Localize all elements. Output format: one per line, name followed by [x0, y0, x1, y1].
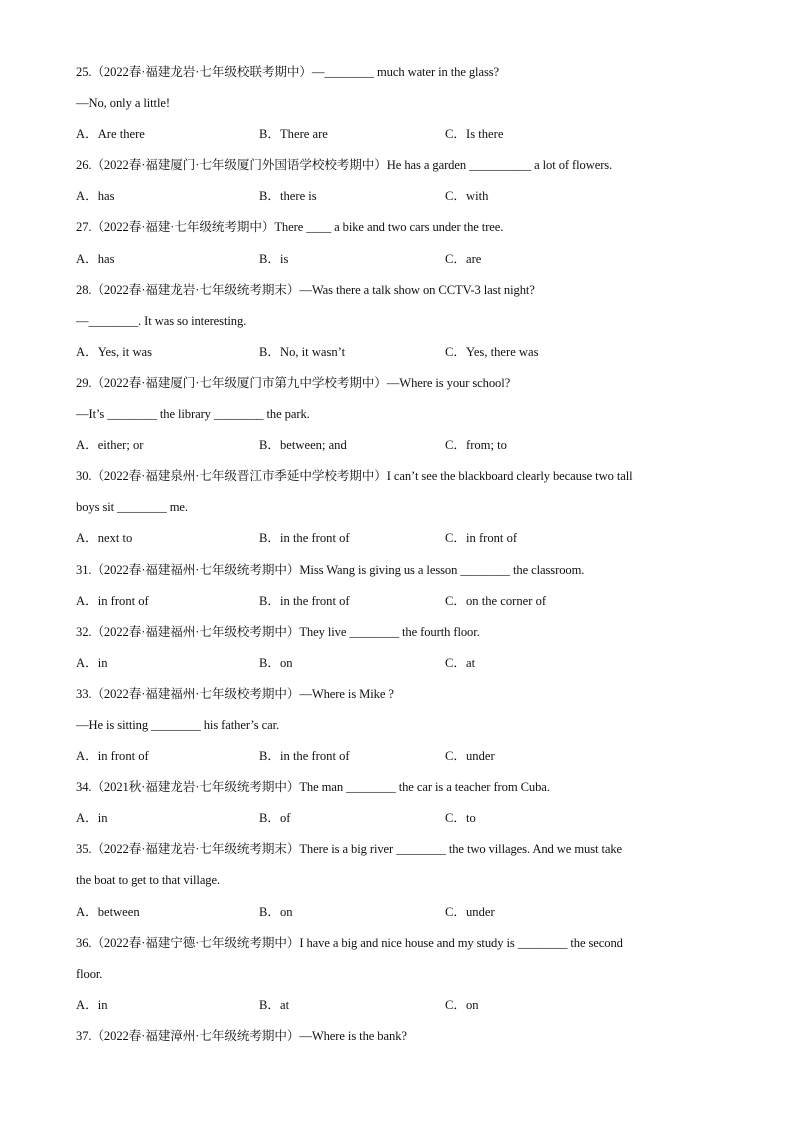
option-b: B．at — [259, 997, 290, 1012]
option-b: B．of — [259, 811, 291, 826]
question-block — [76, 57, 716, 150]
question-stem-continuation: —It’s ________ the library ________ the park. — [76, 407, 310, 422]
question-stem-continuation: —________. It was so interesting. — [76, 313, 247, 328]
option-c: C．on the corner of — [445, 593, 547, 608]
question-block — [76, 555, 716, 617]
option-a: A．next to — [76, 531, 133, 546]
answer-options — [76, 244, 716, 275]
question-block — [76, 1021, 716, 1052]
option-c: C．at — [445, 655, 476, 670]
option-a: A．in — [76, 811, 108, 826]
option-a: A．has — [76, 251, 115, 266]
answer-options — [76, 119, 716, 150]
question-stem: 33.（2022春·福建福州·七年级校考期中）—Where is Mike ? — [76, 686, 394, 701]
option-c: C．with — [445, 189, 489, 204]
question-stem: 28.（2022春·福建龙岩·七年级统考期末）—Was there a talk show on CCTV-3 last night? — [76, 282, 535, 297]
question-stem-continuation: —No, only a little! — [76, 96, 170, 111]
question-stem: 37.（2022春·福建漳州·七年级统考期中）—Where is the bank? — [76, 1028, 407, 1043]
question-stem-continuation: boys sit ________ me. — [76, 500, 188, 515]
question-stem: 34.（2021秋·福建龙岩·七年级统考期中）The man ________ the car is a teacher from Cuba. — [76, 780, 550, 795]
option-c: C．in front of — [445, 531, 518, 546]
question-block — [76, 928, 716, 1021]
answer-options — [76, 803, 716, 834]
option-c: C．from; to — [445, 438, 507, 453]
question-block — [76, 617, 716, 679]
question-list — [76, 57, 716, 1052]
option-b: B．in the front of — [259, 749, 350, 764]
question-block — [76, 834, 716, 927]
option-a: A．in — [76, 997, 108, 1012]
question-stem-continuation: —He is sitting ________ his father’s car. — [76, 717, 280, 732]
option-a: A．either; or — [76, 438, 144, 453]
question-stem-continuation: the boat to get to that village. — [76, 873, 221, 888]
option-a: A．in front of — [76, 593, 149, 608]
option-b: B．on — [259, 904, 293, 919]
question-block — [76, 275, 716, 368]
answer-options — [76, 430, 716, 461]
option-a: A．in front of — [76, 749, 149, 764]
option-c: C．Is there — [445, 127, 504, 142]
question-stem: 26.（2022春·福建厦门·七年级厦门外国语学校校考期中）He has a garden __________ a lot of flowers. — [76, 158, 613, 173]
option-b: B．There are — [259, 127, 328, 142]
option-b: B．in the front of — [259, 531, 350, 546]
answer-options — [76, 523, 716, 554]
option-b: B．between; and — [259, 438, 347, 453]
option-a: A．in — [76, 655, 108, 670]
question-stem: 32.（2022春·福建福州·七年级校考期中）They live ________ the fourth floor. — [76, 624, 480, 639]
answer-options — [76, 897, 716, 928]
option-a: A．has — [76, 189, 115, 204]
option-a: A．Yes, it was — [76, 344, 153, 359]
option-a: A．Are there — [76, 127, 145, 142]
answer-options — [76, 586, 716, 617]
question-block — [76, 368, 716, 461]
question-block — [76, 679, 716, 772]
option-a: A．between — [76, 904, 140, 919]
answer-options — [76, 337, 716, 368]
option-b: B．there is — [259, 189, 317, 204]
question-stem: 27.（2022春·福建·七年级统考期中）There ____ a bike and two cars under the tree. — [76, 220, 504, 235]
option-c: C．to — [445, 811, 476, 826]
answer-options — [76, 648, 716, 679]
question-stem: 36.（2022春·福建宁德·七年级统考期中）I have a big and nice house and my study is ________ the second — [76, 935, 623, 950]
option-c: C．on — [445, 997, 479, 1012]
question-block — [76, 150, 716, 212]
option-b: B．on — [259, 655, 293, 670]
question-stem-continuation: floor. — [76, 966, 103, 981]
question-stem: 30.（2022春·福建泉州·七年级晋江市季延中学校考期中）I can’t see the blackboard clearly because two tall — [76, 469, 633, 484]
option-c: C．under — [445, 904, 495, 919]
option-b: B．is — [259, 251, 289, 266]
option-c: C．under — [445, 749, 495, 764]
answer-options — [76, 741, 716, 772]
option-c: C．Yes, there was — [445, 344, 539, 359]
option-b: B．in the front of — [259, 593, 350, 608]
question-stem: 29.（2022春·福建厦门·七年级厦门市第九中学校考期中）—Where is your school? — [76, 375, 511, 390]
answer-options — [76, 181, 716, 212]
question-block — [76, 212, 716, 274]
answer-options — [76, 990, 716, 1021]
question-stem: 25.（2022春·福建龙岩·七年级校联考期中）—________ much water in the glass? — [76, 65, 500, 79]
question-stem: 35.（2022春·福建龙岩·七年级统考期末）There is a big river ________ the two villages. And we must take — [76, 842, 623, 857]
option-b: B．No, it wasn’t — [259, 344, 346, 359]
question-block — [76, 772, 716, 834]
question-block — [76, 461, 716, 554]
question-stem: 31.（2022春·福建福州·七年级统考期中）Miss Wang is giving us a lesson ________ the classroom. — [76, 562, 585, 577]
option-c: C．are — [445, 251, 482, 266]
